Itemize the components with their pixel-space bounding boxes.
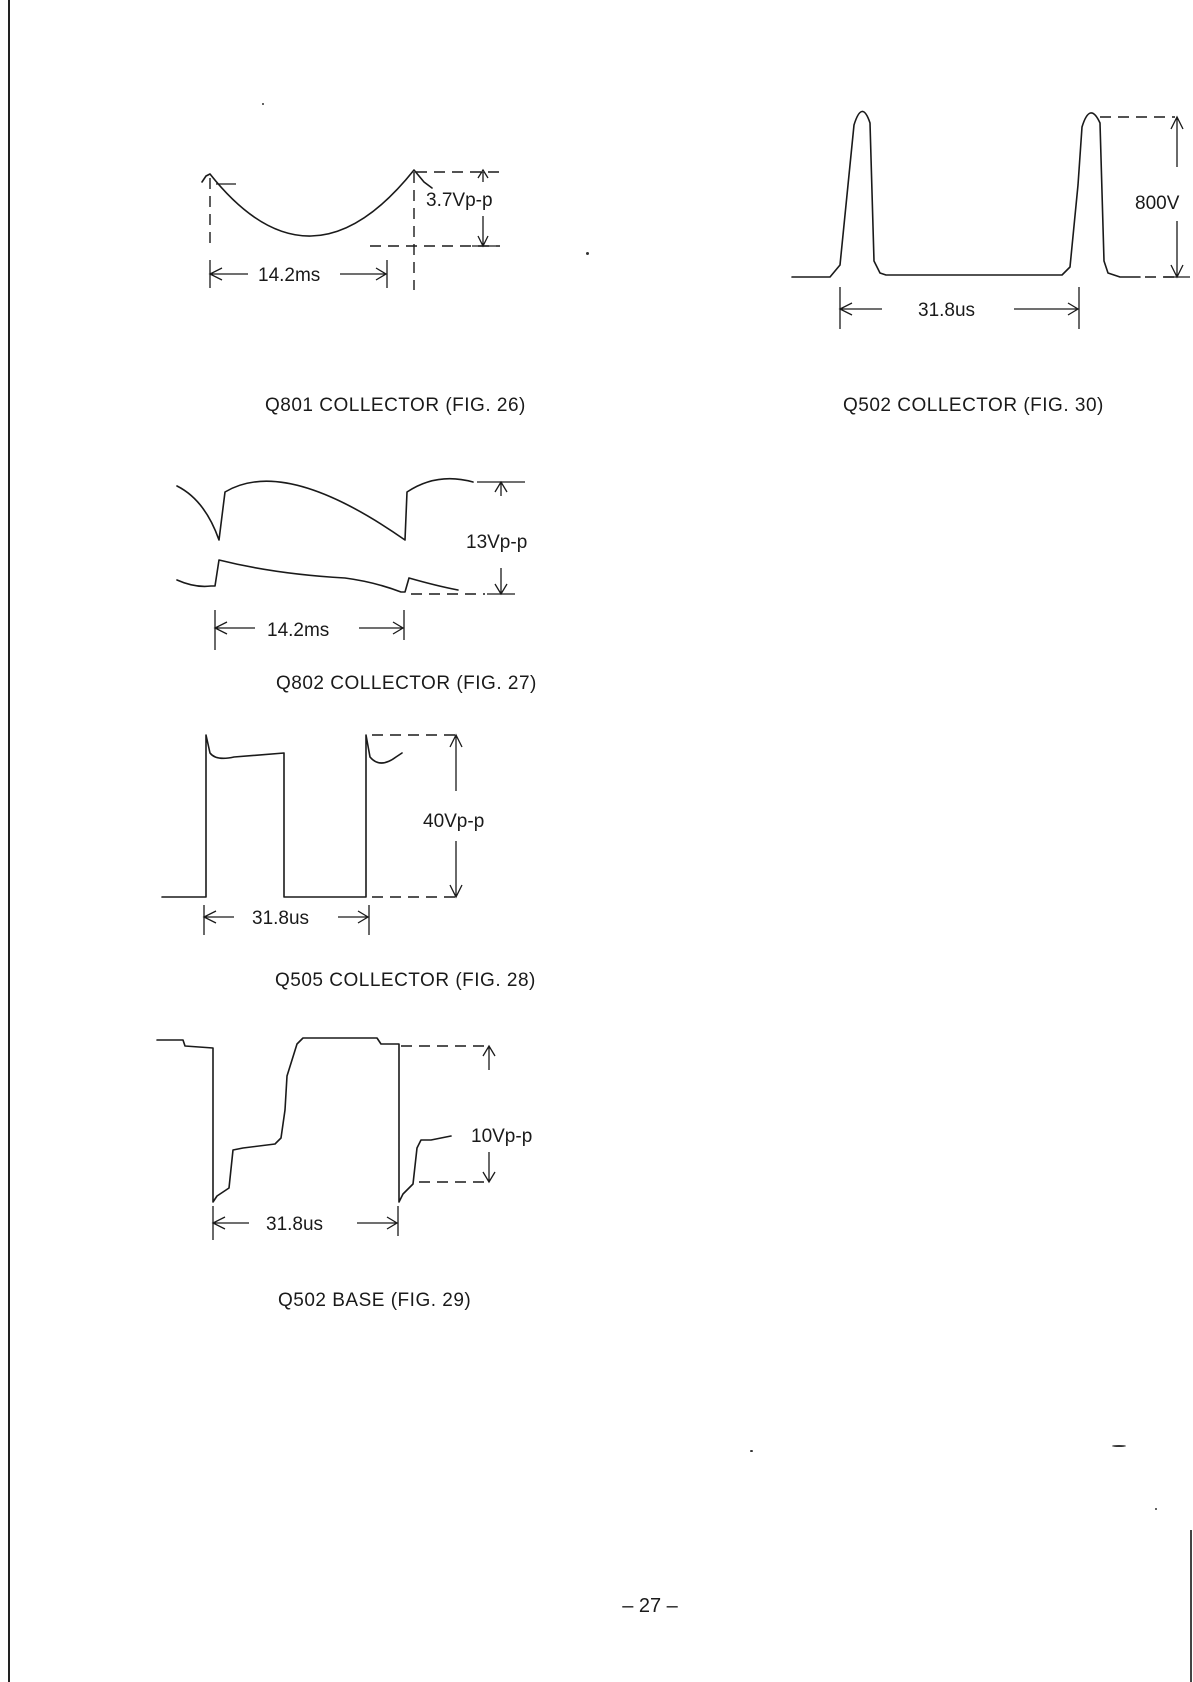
waveform-trace [202,170,432,236]
amplitude-label: 3.7Vp-p [426,190,493,211]
amplitude-arrow-bottom [483,1152,495,1182]
period-arrow-left [204,905,234,935]
figure-caption: Q802 COLLECTOR (FIG. 27) [276,673,537,694]
waveform-trace-upper [177,479,473,540]
page-number: – 27 – [622,1595,678,1617]
page-right-border [1190,1530,1192,1682]
figure-caption: Q801 COLLECTOR (FIG. 26) [265,395,526,416]
amplitude-arrow-bottom [1164,221,1190,277]
period-arrow-right [357,1206,398,1236]
scan-speck [586,252,589,255]
amplitude-label: 10Vp-p [471,1126,533,1147]
figure-caption: Q502 BASE (FIG. 29) [278,1290,472,1311]
waveform-fig-26 [200,160,560,315]
amplitude-label: 13Vp-p [466,532,528,553]
amplitude-arrow-bottom [450,841,462,897]
period-arrow-right [338,905,369,935]
scan-speck [1155,1508,1157,1510]
waveform-fig-29-svg [155,1030,533,1240]
waveform-fig-30-svg [790,105,1190,335]
period-arrow-right [359,610,404,640]
waveform-fig-26-svg [200,160,560,310]
amplitude-label: 40Vp-p [423,811,485,832]
waveform-fig-28 [160,725,500,950]
page-left-border [8,0,10,1682]
waveform-trace [157,1038,451,1202]
amplitude-arrow-top [483,1046,495,1070]
period-arrow-left [213,1206,249,1240]
period-label: 31.8us [918,300,976,321]
waveform-fig-27 [175,470,535,655]
amplitude-arrow-bottom [487,568,515,594]
scan-speck [750,1450,753,1452]
scan-speck [1112,1445,1126,1447]
amplitude-arrow-top [450,735,462,791]
amplitude-arrow-top [477,482,525,496]
period-label: 31.8us [252,908,310,929]
period-label: 14.2ms [267,620,330,641]
waveform-fig-29 [155,1030,533,1245]
waveform-trace [792,111,1140,277]
period-arrow-left [840,287,882,329]
period-arrow-left [210,260,248,288]
amplitude-arrow-top [1171,117,1183,167]
figure-caption: Q505 COLLECTOR (FIG. 28) [275,970,536,991]
period-label: 31.8us [266,1214,324,1235]
waveform-fig-27-svg [175,470,535,650]
waveform-fig-28-svg [160,725,500,945]
waveform-trace-lower [177,560,458,592]
figure-caption: Q502 COLLECTOR (FIG. 30) [843,395,1104,416]
waveform-fig-30 [790,105,1190,340]
period-arrow-right [340,260,387,288]
amplitude-arrow-bottom [472,216,496,246]
scan-speck [262,103,264,105]
amplitude-label: 800V [1135,193,1180,214]
waveform-trace [162,735,402,897]
period-arrow-left [215,610,255,650]
period-arrow-right [1014,287,1079,329]
period-label: 14.2ms [258,265,321,286]
